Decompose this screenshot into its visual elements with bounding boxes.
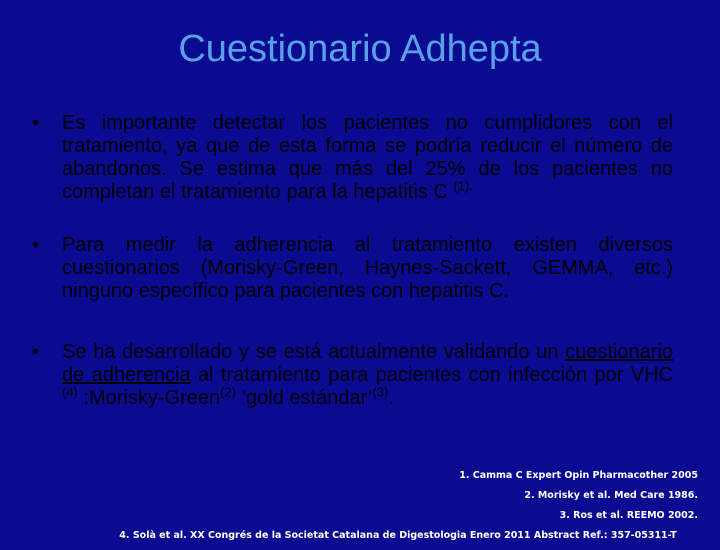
bullet-list [30, 112, 673, 410]
reference-item: 1. Camma C Expert Opin Pharmacother 2005 [459, 470, 698, 481]
bullet-3-text-end: . [388, 387, 394, 409]
bullet-3-citation-3: (3) [372, 384, 389, 400]
bullet-dot-icon: • [32, 112, 40, 134]
bullet-3-text-pre: Se ha desarrollado y se está actualmente validando un [62, 341, 559, 363]
references [58, 470, 698, 550]
bullet-item-1 [30, 112, 673, 204]
bullet-dot-icon: • [32, 341, 40, 363]
reference-item: 2. Morisky et al. Med Care 1986. [524, 490, 698, 501]
reference-item: 4. Solà et al. XX Congrés de la Societat Catalana de Digestologia Enero 2011 Abstract Ref.: 357-05311-T [119, 530, 677, 541]
bullet-2-text: Para medir la adherencia al tratamiento existen diversos cuestionarios (Morisky-Green, Haynes-Sackett, GEMMA, etc.) ninguno específico para pacientes con hepatitis C. [62, 234, 673, 302]
bullet-item-2 [30, 234, 673, 303]
bullet-3-citation-2: (2) [220, 384, 237, 400]
bullet-3-citation-4: (4) [62, 384, 78, 400]
bullet-3-underlined-term: cuestionario de adherencia [62, 341, 674, 386]
bullet-1-citation: (1). [453, 178, 473, 194]
bullet-3-text-mid2: :Morisky-Green [83, 387, 221, 409]
bullet-dot-icon: • [32, 234, 40, 256]
bullet-item-3 [30, 341, 673, 410]
bullet-1-text: Es importante detectar los pacientes no cumplidores con el tratamiento, ya que de esta forma se podría reducir el número de abandonos. Se estima que más del 25% de los pacientes no completan el tratamiento para la hepatitis C [62, 112, 673, 203]
bullet-3-text-post: ‘gold estándar’ [241, 387, 373, 409]
bullet-3-text-mid: al tratamiento para pacientes con infección por VHC [197, 364, 673, 386]
reference-item: 3. Ros et al. REEMO 2002. [559, 510, 698, 521]
slide-title: Cuestionario Adhepta [178, 28, 542, 70]
